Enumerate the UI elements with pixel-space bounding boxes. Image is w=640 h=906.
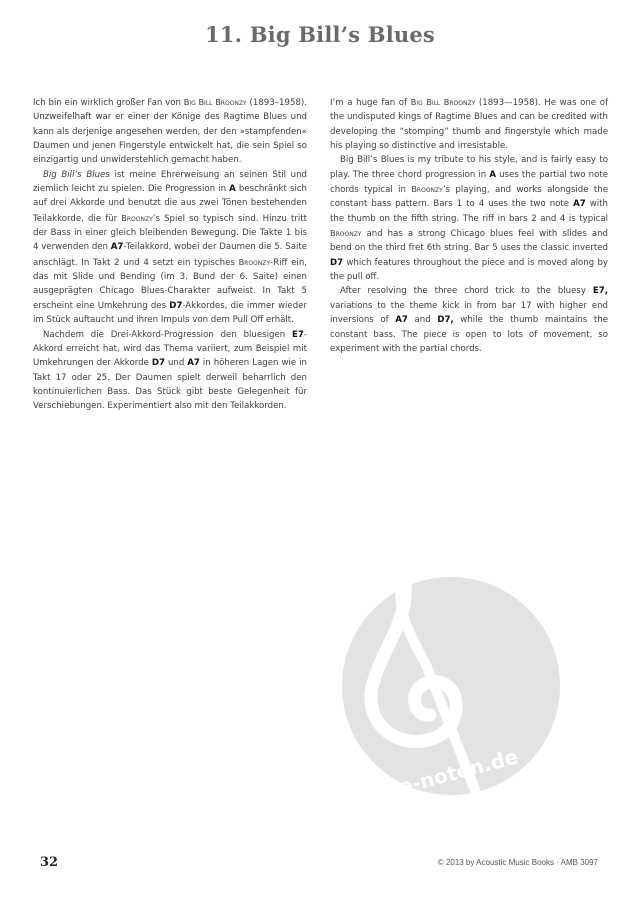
chord-name: E7 (292, 329, 304, 340)
page-number: 32 (40, 855, 59, 870)
watermark (342, 577, 560, 795)
chord-name: A (229, 184, 236, 195)
paragraph (330, 284, 608, 356)
copyright-notice: © 2013 by Acoustic Music Books · AMB 3097 (437, 858, 598, 867)
chord-name: A (489, 169, 496, 180)
watermark-text: alle-noten.de (369, 744, 521, 795)
text-run: -Akkordes, die immer wieder im Stück auftaucht und ihren Impuls von dem Pull Off erhält. (33, 300, 307, 326)
paragraph (33, 328, 307, 414)
paragraph (33, 168, 307, 328)
text-run: ’s Spiel so typisch sind. Hinzu tritt der Bass in einer gleich bleibenden Bewegung. Die Takte 1 bis 4 verwenden den (33, 213, 307, 253)
text-run: After resolving the three chord trick to the bluesy (340, 286, 593, 297)
chord-name: A7 (110, 242, 124, 253)
text-run: I’m a huge fan of (330, 98, 411, 108)
chord-name: A7 (187, 358, 200, 369)
song-title: Big Bill’s Blues (43, 169, 110, 180)
treble-clef-icon (342, 577, 560, 795)
text-run: with the thumb on the fifth string. The riff in bars 2 and 4 is typical (330, 199, 609, 224)
text-run: and (407, 315, 438, 326)
paragraph (33, 95, 307, 168)
artist-name: Broonzy (238, 256, 271, 267)
english-text-column (330, 95, 608, 356)
artist-name: Broonzy (121, 212, 153, 223)
text-run: while the thumb maintains the constant bass. The piece is open to lots of movement, so experiment with the partial chords. (330, 315, 608, 354)
text-run: variations to the theme kick in from bar 17 with higher end inversions of (330, 300, 608, 326)
chord-name: D7 (169, 300, 183, 311)
paragraph (330, 153, 608, 284)
chord-name: D7, (437, 315, 454, 326)
artist-name: Big Bill Broonzy (410, 97, 476, 107)
text-run: and has a strong Chicago blues feel with slides and bend on the third fret 6th string. Bar 5 uses the classic inverted (330, 229, 608, 254)
artist-name: Broonzy (330, 228, 362, 239)
text-run: uses the partial two note chords typical in (330, 169, 608, 196)
chord-name: D7 (330, 257, 344, 268)
text-run: Nachdem die Drei-Akkord-Progression den bluesigen (43, 329, 293, 340)
chord-name: D7 (151, 358, 165, 369)
text-run: und (164, 358, 188, 369)
chord-name: E7, (592, 286, 608, 297)
text-run: ist meine Ehrerweisung an seinen Stil und ziemlich leicht zu spielen. Die Progression in (33, 169, 308, 195)
german-text-column (33, 95, 307, 414)
text-run: -Riff ein, das mit Slide und Bending (im 3. Bund der 6. Saite) einen ausgeprägten Chicago Blues-Charakter aufweist. In Takt 5 erscheint eine Umkehrung des (33, 257, 307, 311)
text-run: beschränkt sich auf drei Akkorde und benutzt die aus zwei Tönen bestehenden Teilakkorde, die für (33, 184, 308, 224)
text-run: (1893–1958). Unzweifelhaft war er einer der Könige des Ragtime Blues und kann als derjenige angesehen werden, der den »stampfenden« Daumen und jenen Fingerstyle entwickelt hat, die sein Spiel so einzigartig und unwiderstehlich gemacht haben. (33, 98, 307, 166)
text-run: Ich bin ein wirklich großer Fan von (33, 98, 184, 108)
text-run: in höheren Lagen wie in Takt 17 oder 25. Der Daumen spielt derweil beharrlich den kontinuierlichen Bass. Das Stück gibt beste Gelegenheit für Verschiebungen. Experimentiert also mit den Teilakkorden. (33, 358, 307, 412)
text-run: -Teilakkord, wobei der Daumen die 5. Saite anschlägt. In Takt 2 und 4 setzt ein typisches (33, 242, 308, 268)
chord-name: A7 (395, 315, 408, 326)
paragraph (330, 95, 608, 153)
text-run: -Akkord erreicht hat, wird das Thema variiert, zum Beispiel mit Umkehrungen der Akkorde (33, 329, 307, 369)
text-run: (1893—1958). He was one of the undisputed kings of Ragtime Blues and can be credited with developing the “stomping” thumb and fingerstyle which made his playing so distinctive and irresistable. (330, 98, 608, 152)
page-title: 11. Big Bill’s Blues (205, 22, 435, 47)
text-run: ’s playing, and works alongside the constant bass pattern. Bars 1 to 4 uses the two note (330, 185, 608, 210)
artist-name: Big Bill Broonzy (183, 97, 247, 107)
artist-name: Broonzy (411, 184, 443, 195)
text-run: Big Bill’s Blues is my tribute to his style, and is fairly easy to play. The three chord progression in (330, 155, 608, 180)
text-run: which features throughout the piece and is moved along by the pull off. (330, 257, 608, 283)
chord-name: A7 (573, 199, 586, 210)
